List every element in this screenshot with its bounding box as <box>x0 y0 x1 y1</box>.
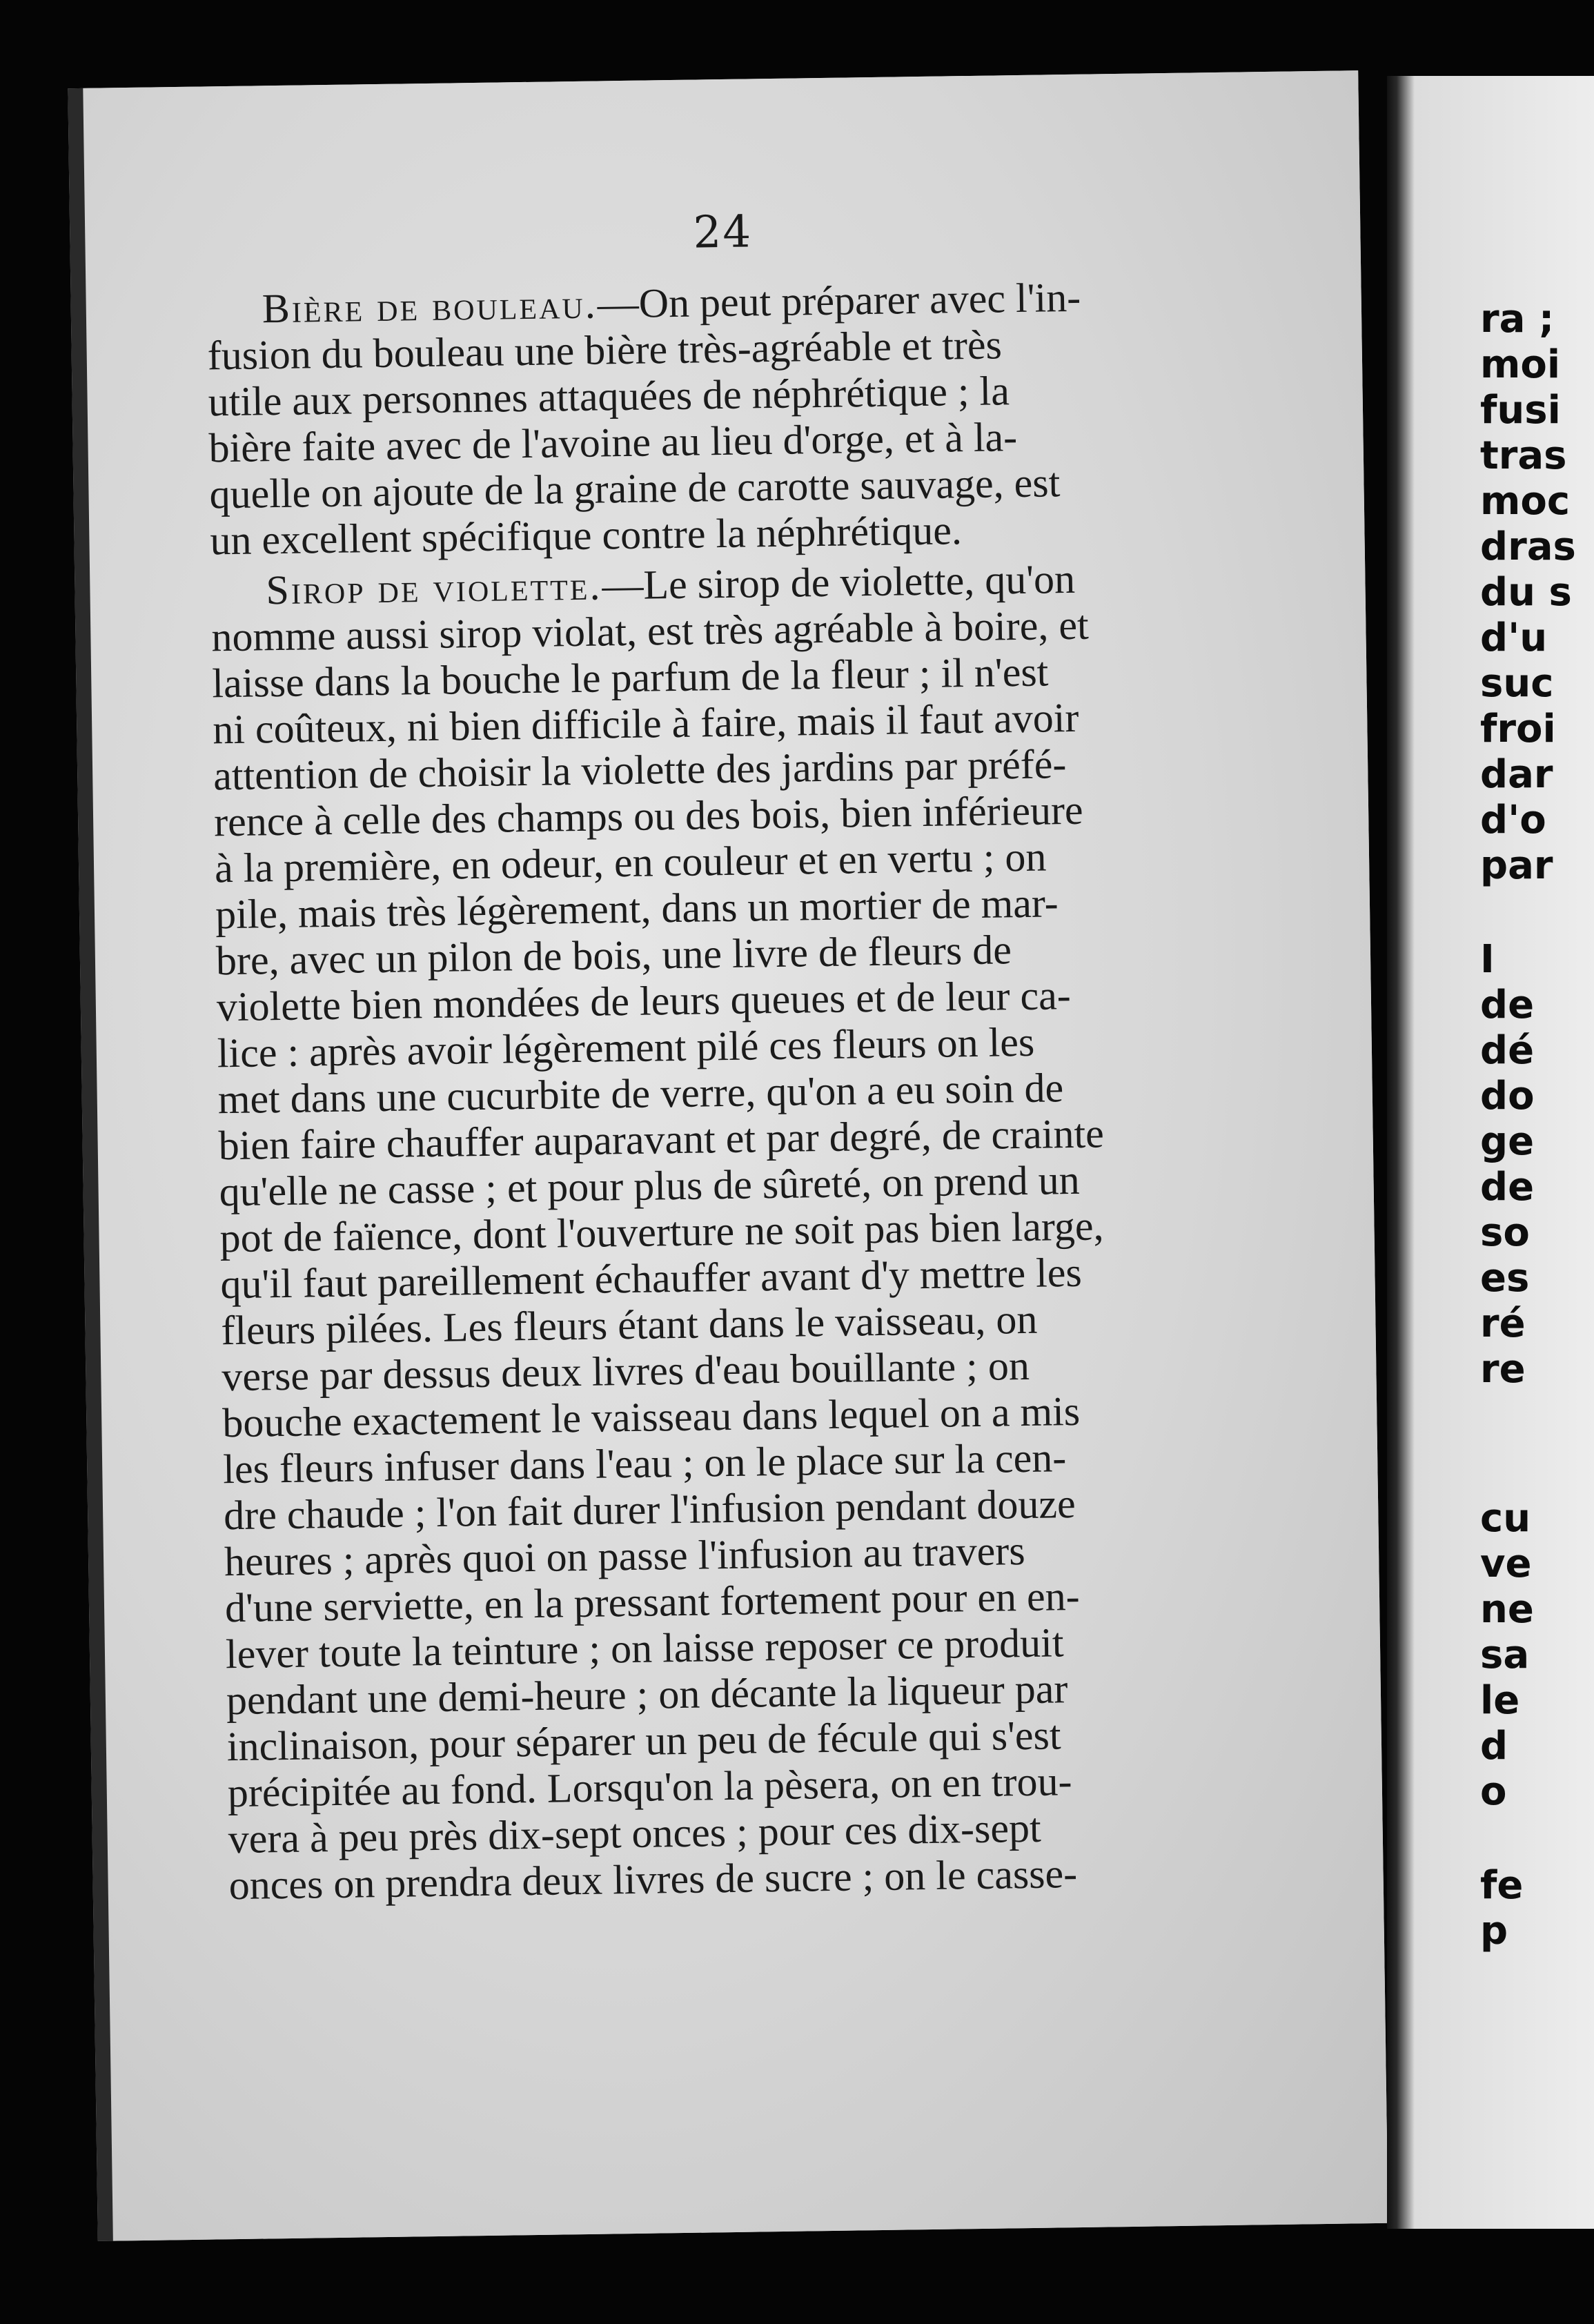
fragment-line: dar <box>1480 752 1553 797</box>
text-line: utile aux personnes attaquées de néphrétique ; la <box>208 368 1010 425</box>
fragment-line: suc <box>1480 661 1554 706</box>
fragment-line: sa <box>1480 1633 1530 1677</box>
text-line: bre, avec un pilon de bois, une livre de fleurs de <box>215 927 1012 984</box>
paragraph-sirop-de-violette <box>210 553 1278 1909</box>
fragment-line: dé <box>1480 1028 1535 1073</box>
fragment-line: tras <box>1480 433 1567 478</box>
paragraph-heading: Sirop de violette. <box>266 562 602 613</box>
text-line: précipitée au fond. Lorsqu'on la pèsera, on en trou- <box>227 1758 1072 1816</box>
text-line: nomme aussi sirop violat, est très agréable à boire, et <box>210 602 1090 660</box>
fragment-line: fe <box>1480 1863 1524 1908</box>
text-line: dre chaude ; l'on fait durer l'infusion pendant douze <box>223 1481 1076 1539</box>
fragment-line: ré <box>1480 1301 1526 1346</box>
text-line: laisse dans la bouche le parfum de la fleur ; il n'est <box>211 649 1049 707</box>
text-line: quelle on ajoute de la graine de carotte sauvage, est <box>209 460 1061 518</box>
fragment-line: d'o <box>1480 798 1546 843</box>
fragment-line: so <box>1480 1210 1530 1255</box>
text-line: pot de faïence, dont l'ouverture ne soit pas bien large, <box>219 1203 1104 1261</box>
fragment-line: de <box>1480 983 1535 1027</box>
book-page-right-partial <box>1387 76 1594 2229</box>
text-line-run: —On peut préparer avec l'in- <box>597 274 1081 327</box>
text-line: qu'il faut pareillement échauffer avant d'y mettre les <box>220 1249 1083 1308</box>
fragment-line: moi <box>1480 342 1561 387</box>
text-line: vera à peu près dix-sept onces ; pour ces dix-sept <box>228 1804 1042 1862</box>
text-line: pile, mais très légèrement, dans un mortier de mar- <box>215 880 1059 938</box>
paragraph-biere-de-bouleau <box>206 272 1259 564</box>
fragment-line: I <box>1480 937 1495 982</box>
text-line: les fleurs infuser dans l'eau ; on le place sur la cen- <box>222 1435 1067 1493</box>
paragraph-heading: Bière de bouleau. <box>262 281 598 332</box>
text-line: verse par dessus deux livres d'eau bouillante ; on <box>221 1342 1030 1400</box>
text-line: inclinaison, pour séparer un peu de fécule qui s'est <box>226 1712 1061 1770</box>
fragment-line: d'u <box>1480 616 1548 660</box>
text-line: violette bien mondées de leurs queues et de leur ca- <box>216 972 1072 1030</box>
fragment-line: do <box>1480 1074 1535 1119</box>
text-line: fleurs pilées. Les fleurs étant dans le vaisseau, on <box>221 1296 1038 1354</box>
text-line: lice : après avoir légèrement pilé ces fleurs on les <box>217 1018 1035 1076</box>
text-line: fusion du bouleau une bière très-agréable et très <box>207 322 1003 379</box>
facing-page-fragments <box>1480 297 1576 1954</box>
text-line: rence à celle des champs ou des bois, bien inférieure <box>213 787 1083 845</box>
spacer <box>1480 1815 1576 1863</box>
text-line: onces on prendra deux livres de sucre ; on le casse- <box>228 1851 1078 1909</box>
text-line: met dans une cucurbite de verre, qu'on a eu soin de <box>217 1065 1064 1123</box>
fragment-line: cu <box>1480 1496 1531 1541</box>
text-line: d'une serviette, en la pressant fortement pour en en- <box>224 1573 1081 1631</box>
text-line: un excellent spécifique contre la néphrétique. <box>210 507 963 564</box>
fragment-line: re <box>1480 1347 1526 1392</box>
text-line: qu'elle ne casse ; et pour plus de sûreté, on prend un <box>219 1156 1081 1215</box>
fragment-line: ne <box>1480 1587 1534 1632</box>
text-line: à la première, en odeur, en couleur et en vertu ; on <box>214 834 1047 892</box>
fragment-line: d <box>1480 1724 1508 1769</box>
spacer <box>1480 1392 1576 1496</box>
fragment-line: le <box>1480 1678 1520 1723</box>
fragment-line: dras <box>1480 524 1576 569</box>
text-line: attention de choisir la violette des jardins par préfé- <box>213 741 1067 799</box>
text-line: pendant une demi-heure ; on décante la liqueur par <box>226 1666 1068 1724</box>
fragment-line: ge <box>1480 1119 1535 1164</box>
text-line: lever toute la teinture ; on laisse reposer ce produit <box>225 1619 1064 1677</box>
fragment-line: du s <box>1480 570 1572 615</box>
fragment-line: fusi <box>1480 388 1561 433</box>
text-line: heures ; après quoi on passe l'infusion au travers <box>224 1528 1026 1585</box>
text-line: bien faire chauffer auparavant et par degré, de crainte <box>218 1110 1105 1169</box>
fragment-line: o <box>1480 1769 1507 1814</box>
fragment-line: de <box>1480 1165 1535 1210</box>
book-page-left <box>68 70 1388 2241</box>
page-body <box>206 272 1278 1909</box>
page-number: 24 <box>693 206 753 259</box>
fragment-line: froi <box>1480 707 1556 751</box>
fragment-line: par <box>1480 843 1553 888</box>
fragment-line: ve <box>1480 1542 1532 1586</box>
text-line-run: —Le sirop de violette, qu'on <box>601 555 1076 609</box>
spacer <box>1480 889 1576 937</box>
fragment-line: moc <box>1480 479 1571 524</box>
fragment-line: p <box>1480 1909 1508 1953</box>
fragment-line: es <box>1480 1256 1530 1301</box>
fragment-line: ra ; <box>1480 297 1555 342</box>
text-line: ni coûteux, ni bien difficile à faire, mais il faut avoir <box>212 694 1079 753</box>
text-line: bière faite avec de l'avoine au lieu d'orge, et à la- <box>208 414 1018 471</box>
text-line: bouche exactement le vaisseau dans lequel on a mis <box>222 1388 1081 1446</box>
